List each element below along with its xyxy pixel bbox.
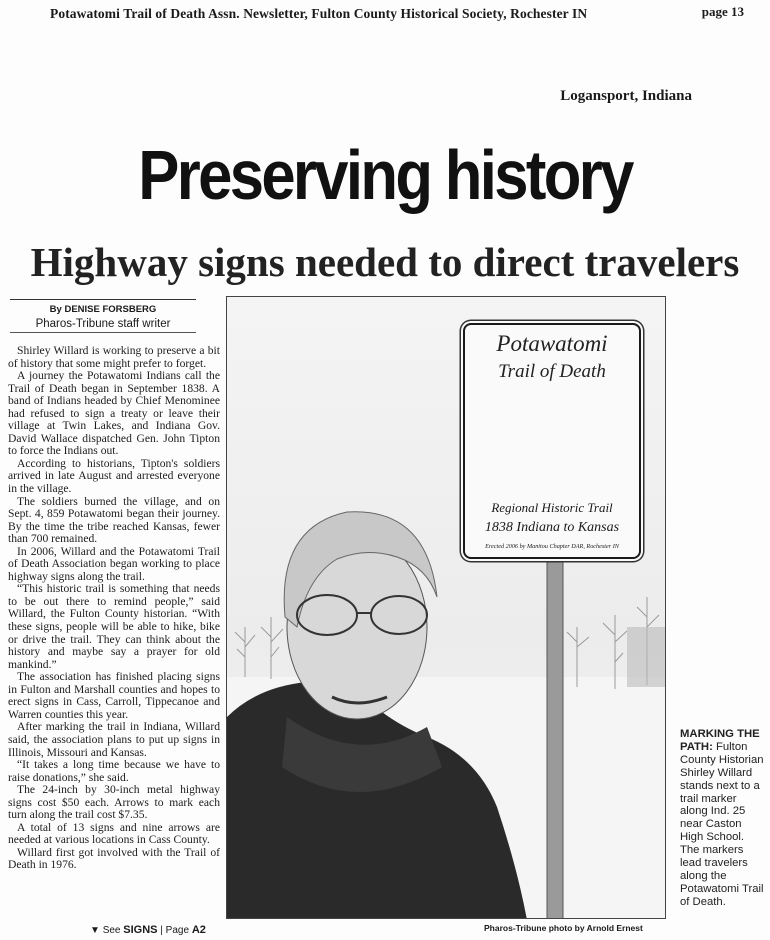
caption-lead: MARKING THE PATH: [680,728,760,753]
trail-sign [463,323,641,559]
sign-erected: Erected 2006 by Manitou Chapter DAR, Rochester IN [485,543,619,550]
paragraph: Willard first got involved with the Trail of Death in 1976. [8,845,220,872]
jump-see: See [102,925,121,936]
paragraph: “It takes a long time because we have to raise donations,” she said. [8,758,220,784]
paragraph: The 24-inch by 30-inch metal highway signs cost $50 each. Arrows to mark each turn along the trail cost $7.35. [8,783,220,822]
paragraph: The soldiers burned the village, and on Sept. 4, 859 Potawatomi began their journey. By the time the tribe reached Kansas, fewer than 700 remained. [8,494,220,546]
paragraph: After marking the trail in Indiana, Willard said, the association plans to put up signs in Illinois, Missouri and Kansas. [8,720,220,759]
newsletter-title: Potawatomi Trail of Death Assn. Newsletter, Fulton County Historical Society, Rochester IN [50,6,588,21]
sign-regional: Regional Historic Trail [491,500,613,515]
subheadline: Highway signs needed to direct travelers [30,239,740,285]
paragraph: “This historic trail is something that needs to be out there to remind people,” said Willard, the Fulton County historian. “With these signs, people will be able to hike, bike or drive the trail. They can think about the history and maybe say a prayer for old mankind.” [8,582,220,671]
byline: By DENISE FORSBERG [49,304,157,315]
dateline: Logansport, Indiana [560,88,692,104]
newsletter-header [0,4,770,28]
jump-keyword: SIGNS [123,924,158,936]
down-arrow-icon: ▼ [90,925,100,936]
photo [226,296,666,919]
byline-role: Pharos-Tribune staff writer [35,318,171,330]
jump-page: A2 [191,924,206,936]
building-silhouette [627,627,665,687]
paragraph: In 2006, Willard and the Potawatomi Trail of Death Association began working to place highway signs along the trail. [8,544,220,583]
headline: Preserving history [138,136,632,214]
photo-caption [680,728,766,909]
continued-on-link[interactable] [90,924,206,936]
sign-years: 1838 Indiana to Kansas [484,520,620,535]
paragraph: A total of 13 signs and nine arrows are needed at various locations in Cass County. [8,820,220,847]
paragraph: According to historians, Tipton's soldiers arrived in late August and arrested everyone in the village. [8,456,220,496]
paragraph: The association has finished placing signs in Fulton and Marshall counties and hopes to erect signs in Cass, Carroll, Tippecanoe and Warren counties this year. [8,670,220,721]
jump-separator: | [160,925,163,936]
photo-credit: Pharos-Tribune photo by Arnold Ernest [484,923,643,933]
page-number: page 13 [701,4,744,19]
sign-post [547,559,563,919]
sign-title: Potawatomi [496,331,608,356]
caption-text: Fulton County Historian Shirley Willard stands next to a trail marker along Ind. 25 near Caston High School. The markers lead travelers along the Potawatomi Trail of Death. [680,740,764,908]
paragraph: Shirley Willard is working to preserve a bit of history that some might prefer to forget. [8,344,220,370]
byline-box [10,299,196,333]
article-body [8,345,220,872]
paragraph: A journey the Potawatomi Indians call the Trail of Death began in September 1838. A band of Indians headed by Chief Menominee had refused to sign a treaty or leave their village at Twin Lakes, and Indiana Gov. David Wallace dispatched Gen. John Tipton to force the Indians out. [8,369,220,458]
sign-subtitle: Trail of Death [498,361,606,382]
jump-page-label: Page [165,925,190,936]
